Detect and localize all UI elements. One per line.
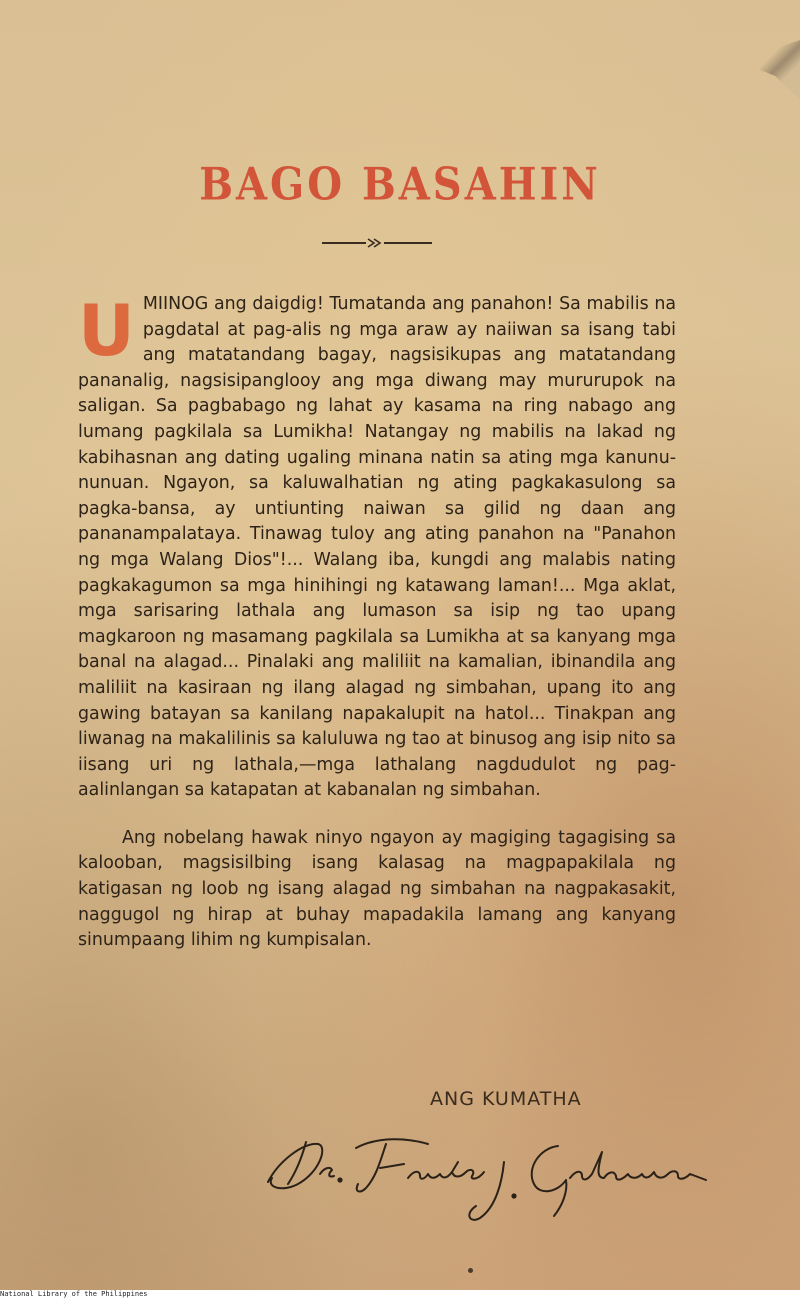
author-signature [258, 1122, 720, 1232]
page-mark [468, 1268, 473, 1273]
foreword-paragraph-2: Ang nobelang hawak ninyo ngayon ay magiging tagagising sa kalooban, magsisilbing isang kalasag na magpapakilala ng katigasan ng loob ng isang alagad ng simbahan na nagpakasakit, naggugol ng hirap at buhay mapadakila lamang ang kanyang sinumpaang lihim ng kumpisalan. [78, 827, 676, 951]
page-title: BAGO BASAHIN [199, 158, 601, 211]
page-corner-fold [738, 40, 800, 100]
footer-credit: National Library of the Philippines [0, 1290, 800, 1298]
author-label: ANG KUMATHA [430, 1088, 582, 1110]
foreword-paragraph-1 [78, 292, 676, 804]
foreword-text [78, 292, 676, 954]
drop-cap: U [78, 290, 135, 372]
paragraph-1-text: MIINOG ang daigdig! Tumatanda ang panahon! Sa mabilis na pagdatal at pag-alis ng mga araw ay naiiwan sa isang tabi ang matatandang bagay, nagsisikupas ang matatandang pananalig, nagsisipanglooy ang mga diwang may mururupok na saligan. Sa pagbabago ng lahat ay kasama na ring nabago ang lumang pagkilala sa Lumikha! Natangay ng mabilis na lakad ng kabihasnan ang dating ugaling minana natin sa ating mga kanunu-nunuan. Ngayon, sa kaluwalhatian ng ating pagkakasulong sa pagka-bansa, ay untiunting naiwan sa gilid ng daan ang pananampalataya. Tinawag tuloy ang ating panahon na "Panahon ng mga Walang Dios"!... Walang iba, kungdi ang malabis nating pagkakagumon sa mga hinihingi ng katawang laman!... Mga aklat, mga sarisaring lathala ang lumason sa isip ng tao upang magkaroon ng masamang pagkilala sa Lumikha at sa kanyang mga banal na alagad... Pinalaki ang maliliit na kamalian, ibinandila ang maliliit na kasiraan ng ilang alagad ng simbahan, upang ito ang gawing batayan sa kanilang napakalupit na hatol... Tinakpan ang liwanag na makalilinis sa kaluluwa ng tao at binusog ang isip nito sa iisang uri ng lathala,—mga lathalang nagdudulot ng pag-aalinlangan sa katapatan at kabanalan ng simbahan. [78, 294, 676, 801]
divider-ornament-icon [322, 236, 432, 250]
